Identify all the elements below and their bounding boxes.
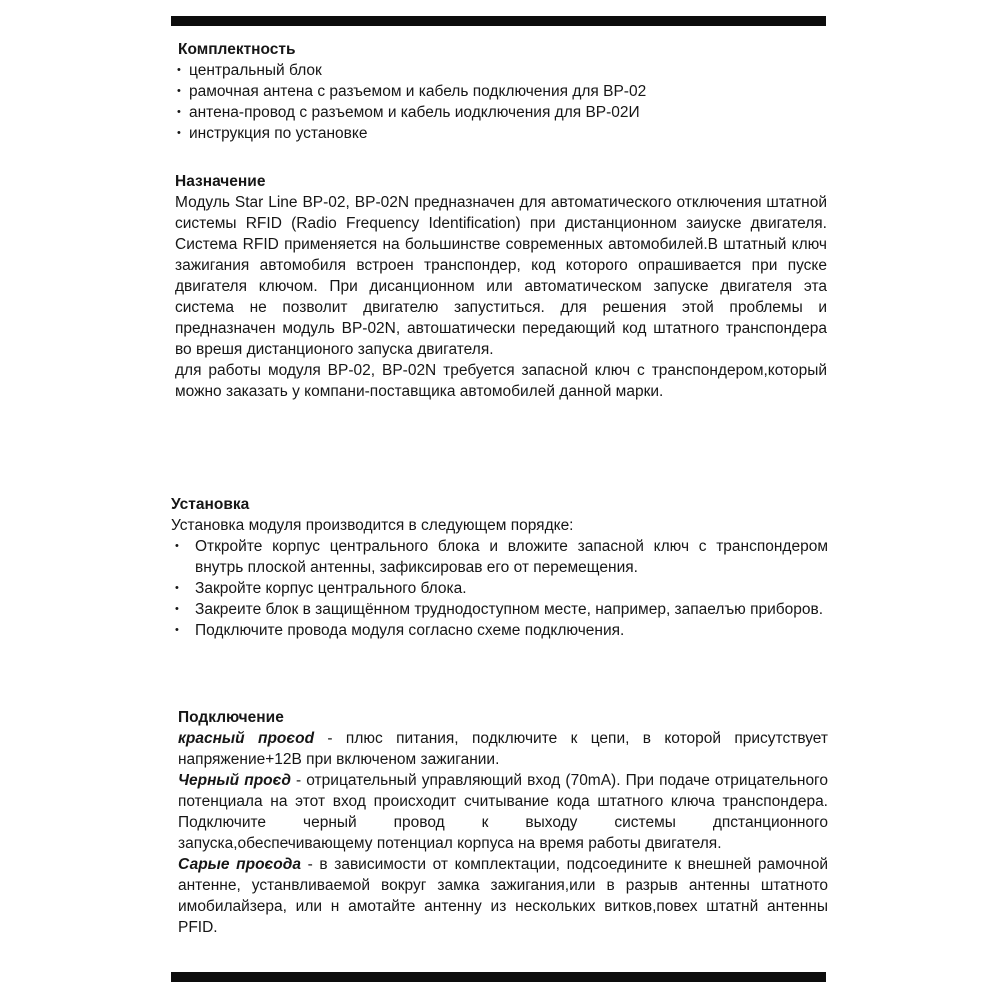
wire-gray bbox=[178, 854, 828, 938]
purpose-paragraph-1: Модуль Star Line BP-02, BP-02N предназначен для автоматического отключения штатной системы RFID (Radio Frequency Identification) при дистанционном заиуске двигателя. Система RFID применяется на большинстве современных автомобилей.В штатный ключ зажигания автомобиля встроен транспондер, код которого опрашивается при пуске двигателя ключом. При дисанционном или автоматическом запуске двигателя эта система не позволит двигателю запуститься. для решения этой проблемы и предназначен модуль BP-02N, автошатически передающий код штатного транспондера во врешя дистанционого запуска двигателя. bbox=[175, 194, 827, 358]
installation-step: • Закройте корпус центрального блока. bbox=[171, 578, 828, 599]
wire-red-name: красный проєоd bbox=[178, 730, 315, 747]
wire-red-text: - плюс питания, подключите к цепи, в которой присутствует напряжение+12В при включеном зажигании. bbox=[178, 730, 828, 768]
wire-black-name: Черный проєд bbox=[178, 772, 291, 789]
kit-item: • антена-провод с разъемом и кабель иодключения для BP-02И bbox=[165, 102, 828, 123]
installation-section bbox=[171, 494, 828, 641]
installation-step: • Откройте корпус центрального блока и вложите запасной ключ с транспондером внутрь плоской антенны, зафиксировав его от перемещения. bbox=[171, 536, 828, 578]
top-rule bbox=[171, 16, 826, 26]
kit-section bbox=[178, 39, 828, 144]
installation-steps bbox=[171, 536, 828, 641]
kit-heading: Комплектность bbox=[178, 41, 296, 58]
purpose-paragraph-2: для работы модуля BP-02, BP-02N требуется запасной ключ с транспондером,который можно заказать у компани-поставщика автомобилей данной марки. bbox=[175, 362, 827, 400]
purpose-section bbox=[175, 171, 827, 402]
installation-intro: Установка модуля производится в следующем порядке: bbox=[171, 517, 574, 534]
bottom-rule bbox=[171, 972, 826, 982]
wire-gray-text: - в зависимости от комплектации, подсоедините к внешней рамочной антенне, устанвливаемой вокруг замка зажигания,или в разрыв антенны штатното имобилайзера, или н амотайте антенну из нескольких витков,повех штатнй антенны PFID. bbox=[178, 856, 828, 936]
installation-heading: Установка bbox=[171, 496, 250, 513]
wire-gray-name: Сарые проєода bbox=[178, 856, 301, 873]
kit-item: • рамочная антена с разъемом и кабель подключения для BP-02 bbox=[165, 81, 828, 102]
purpose-heading: Назначение bbox=[175, 173, 266, 190]
connection-heading: Подключение bbox=[178, 709, 284, 726]
wire-black bbox=[178, 770, 828, 854]
kit-item: • инструкция по установке bbox=[165, 123, 828, 144]
connection-section bbox=[178, 707, 828, 938]
wire-black-text: - отрицательный управляющий вход (70mA). При подаче отрицательного потенциала на этот вход происходит считывание кода штатного ключа транспондера. Подключите черный провод к выходу системы дпстанционного запуска,обеспечивающему потенциал корпуса на время работы двигателя. bbox=[178, 772, 828, 852]
kit-list bbox=[165, 60, 828, 144]
wire-red bbox=[178, 728, 828, 770]
installation-step: • Подключите провода модуля согласно схеме подключения. bbox=[171, 620, 828, 641]
installation-step: • Закреите блок в защищённом труднодоступном месте, например, запаелъю приборов. bbox=[171, 599, 828, 620]
kit-item: • центральный блок bbox=[165, 60, 828, 81]
